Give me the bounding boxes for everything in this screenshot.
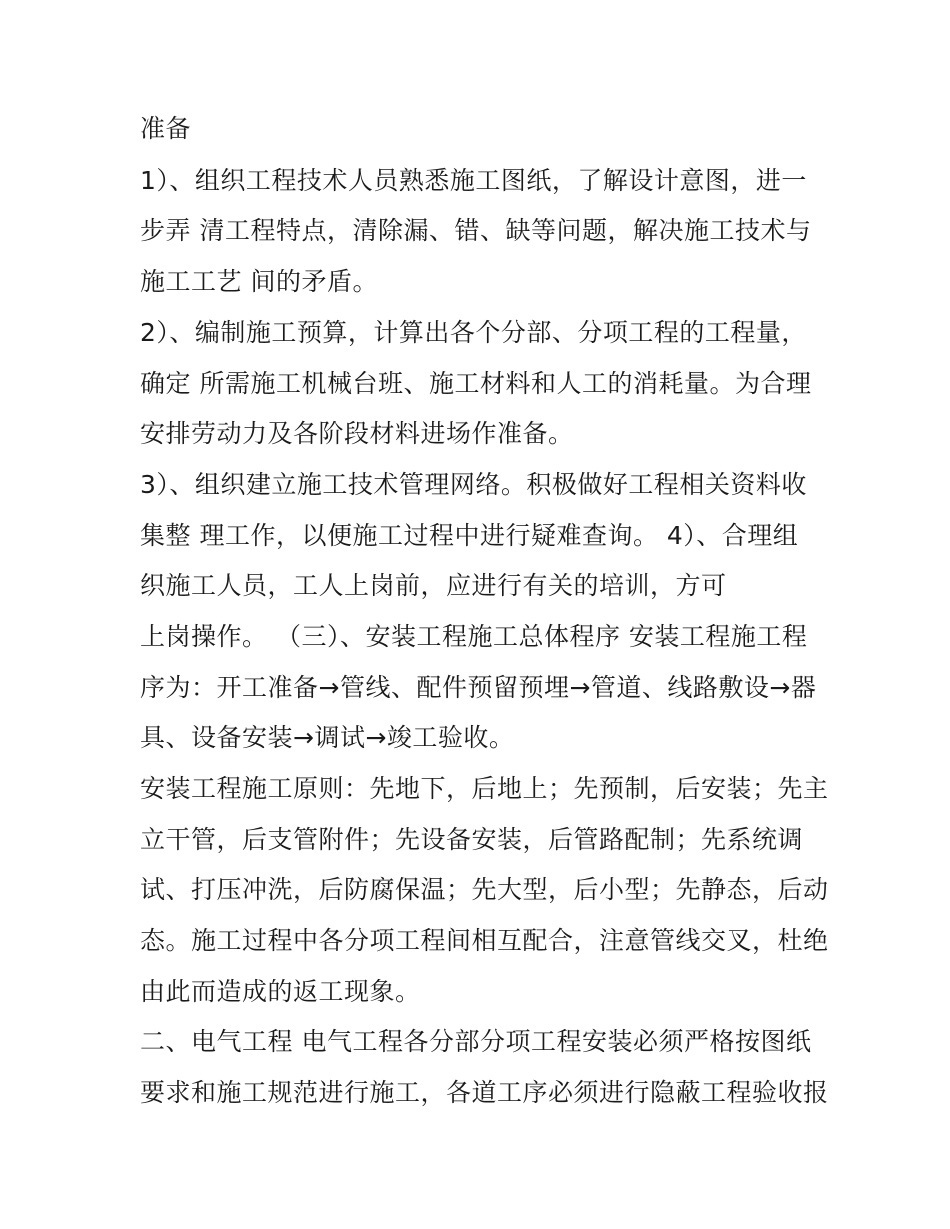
text-line: 安排劳动力及各阶段材料进场作准备。 bbox=[140, 419, 574, 448]
text-line: 要求和施工规范进行施工，各道工序必须进行隐蔽工程验收报 bbox=[140, 1078, 829, 1107]
text-line: 3）、组织建立施工技术管理网络。积极做好工程相关资料收 bbox=[140, 470, 807, 499]
text-line: 序为：开工准备→管线、配件预留预埋→管道、线路敷设→器 bbox=[140, 673, 817, 702]
text-line: 准备 bbox=[140, 114, 192, 143]
text-line: 1）、组织工程技术人员熟悉施工图纸，了解设计意图，进一 bbox=[140, 166, 807, 195]
text-line: 具、设备安装→调试→竣工验收。 bbox=[140, 723, 515, 752]
text-line: 确定 所需施工机械台班、施工材料和人工的消耗量。为合理 bbox=[140, 369, 812, 398]
text-line: 上岗操作。 （三）、安装工程施工总体程序 安装工程施工程 bbox=[140, 622, 808, 651]
text-line: 立干管，后支管附件；先设备安装，后管路配制；先系统调 bbox=[140, 825, 804, 854]
text-line: 二、电气工程 电气工程各分部分项工程安装必须严格按图纸 bbox=[140, 1027, 812, 1056]
text-line: 织施工人员，工人上岗前，应进行有关的培训，方可 bbox=[140, 571, 727, 600]
text-line: 步弄 清工程特点，清除漏、错、缺等问题，解决施工技术与 bbox=[140, 216, 812, 245]
text-line: 安装工程施工原则：先地下，后地上；先预制，后安装；先主 bbox=[140, 774, 829, 803]
text-line: 2）、编制施工预算，计算出各个分部、分项工程的工程量， bbox=[140, 318, 807, 347]
text-line: 试、打压冲洗，后防腐保温；先大型，后小型；先静态，后动 bbox=[140, 875, 829, 904]
text-line: 态。施工过程中各分项工程间相互配合，注意管线交叉，杜绝 bbox=[140, 926, 829, 955]
text-line: 集整 理工作，以便施工过程中进行疑难查询。 4）、合理组 bbox=[140, 521, 799, 550]
text-line: 施工工艺 间的矛盾。 bbox=[140, 267, 378, 296]
text-line: 由此而造成的返工现象。 bbox=[140, 977, 421, 1006]
